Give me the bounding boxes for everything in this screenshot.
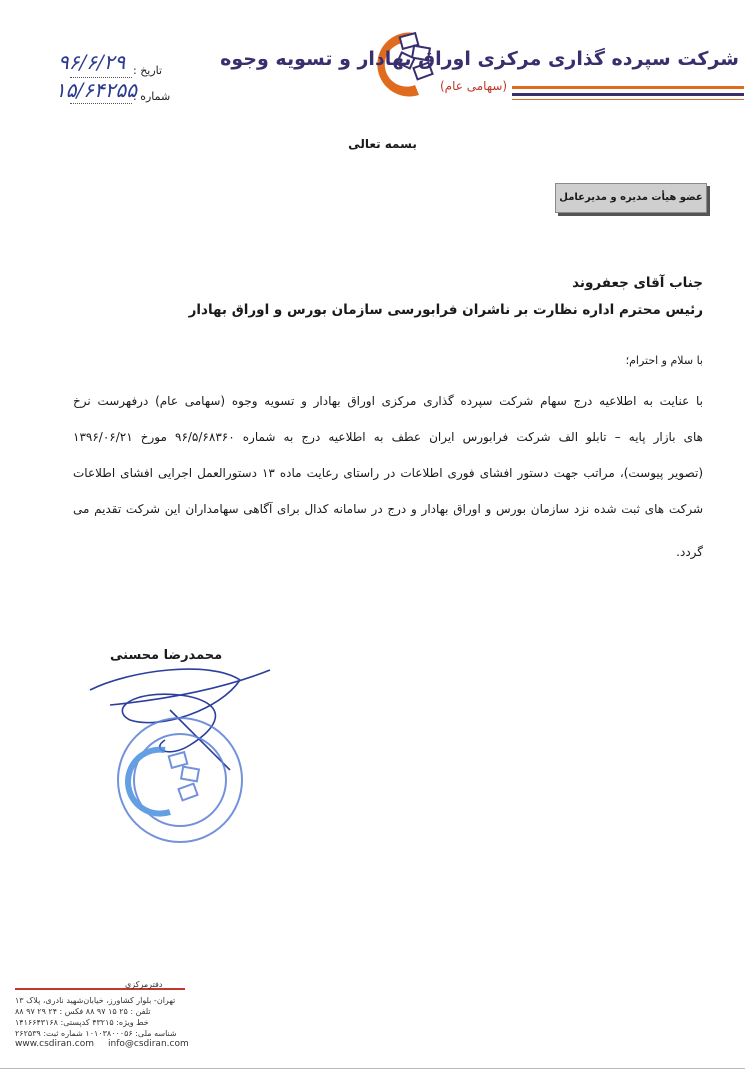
header-rule	[512, 86, 744, 89]
footer-address: تهران- بلوار کشاورز، خیابان‌شهید نادری، پلاک ۱۳	[15, 996, 176, 1005]
addressee-name: جناب آقای جعفروند	[572, 275, 703, 291]
body-line: با عنایت به اطلاعیه درج سهام شرکت سپرده گذاری مرکزی اوراق بهادار و تسویه وجوه (سهامی عام) درفهرست نرخ	[73, 394, 703, 408]
footer-website: www.csdiran.com	[15, 1039, 94, 1049]
body-line: گردد.	[676, 545, 703, 559]
body-line: های بازار پایه – تابلو الف شرکت فرابورس ایران عطف به اطلاعیه درج به شماره ۹۶/۵/۶۸۳۶۰ مورخ ۱۳۹۶/۰۶/۲۱	[73, 430, 704, 444]
greeting: با سلام و احترام؛	[625, 354, 703, 367]
number-line	[70, 103, 132, 104]
addressee-title: رئیس محترم اداره نظارت بر ناشران فرابورسی سازمان بورس و اوراق بهادار	[188, 302, 703, 318]
footer-phone: تلفن : ۲۵ ۱۵ ۹۷ ۸۸ فکس : ۲۴ ۲۹ ۹۷ ۸۸	[15, 1007, 151, 1016]
footer-email: info@csdiran.com	[108, 1039, 189, 1049]
footer-postal: خط ویژه: ۴۳۲۱۵ کدپستی: ۱۴۱۶۶۴۳۱۶۸	[15, 1018, 149, 1027]
body-line: شرکت های ثبت شده نزد سازمان بورس و اوراق بهادار و درج در سامانه کدال برای آگاهی سهامداران این شرکت تقدیم می	[73, 502, 703, 516]
number-value: ۱۵/۶۴۲۵۵	[55, 78, 137, 102]
footer-office: دفترمرکزی	[125, 980, 163, 989]
header-rule	[512, 93, 744, 96]
company-type: (سهامی عام)	[440, 79, 508, 93]
signer-name: محمدرضا محسنی	[110, 648, 223, 663]
page-edge	[0, 1068, 745, 1069]
number-label: شماره :	[133, 90, 171, 103]
date-label: تاریخ :	[133, 64, 163, 77]
company-name: شرکت سپرده گذاری مرکزی اوراق بهادار و تسویه وجوه	[220, 48, 739, 70]
date-value: ۹۶/۶/۲۹	[58, 50, 126, 74]
bismillah-heading: بسمه تعالی	[348, 137, 417, 151]
signature-stamp-icon	[70, 650, 290, 860]
body-line: (تصویر پیوست)، مراتب جهت دستور افشای فوری اطلاعات در راستای رعایت ماده ۱۳ دستورالعمل اجرایی افشای اطلاعات	[73, 466, 704, 480]
recipient-tag: عضو هیأت مدیره و مدیرعامل	[555, 183, 707, 213]
footer-registration: شناسه ملی: ۱۰۱۰۳۸۰۰۰۵۶ شماره ثبت: ۲۶۲۵۳۹	[15, 1029, 177, 1038]
header-rule	[512, 99, 744, 100]
